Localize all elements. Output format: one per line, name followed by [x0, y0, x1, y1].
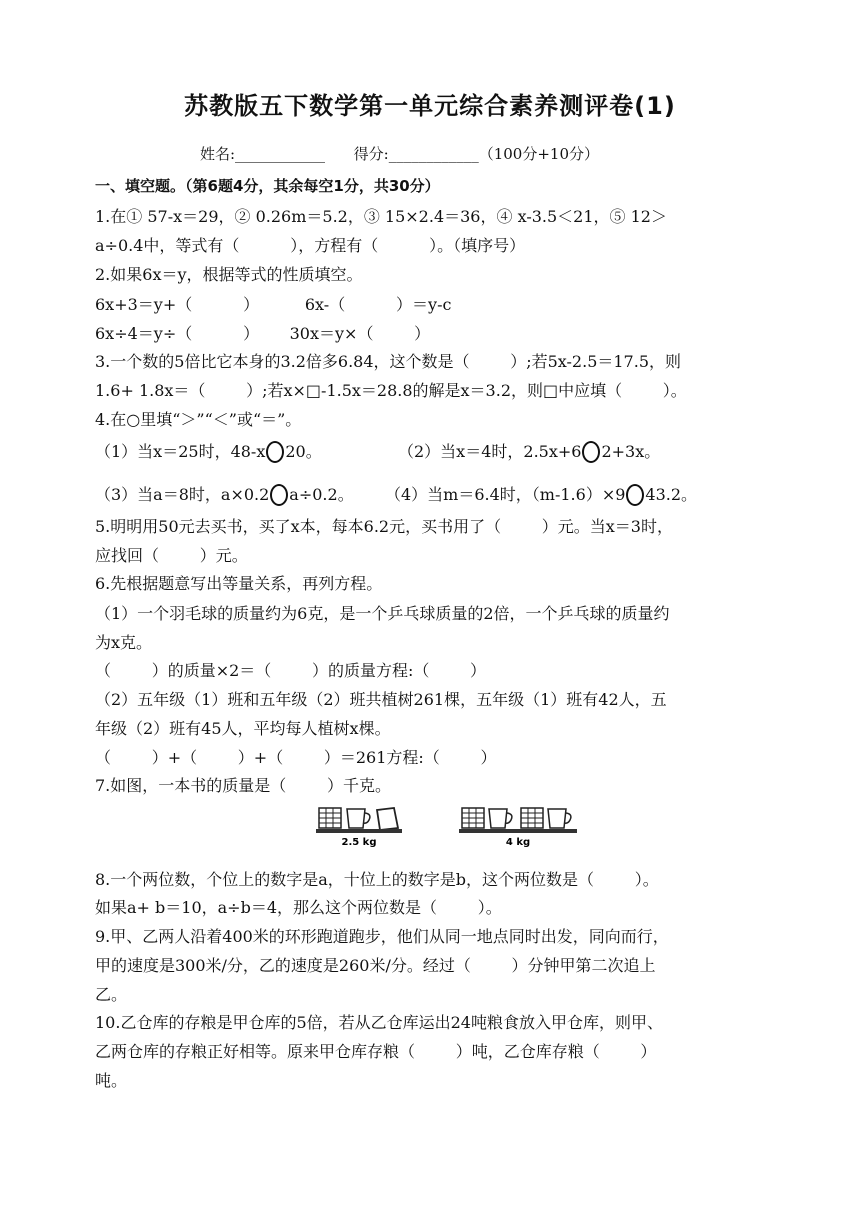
q5-line-1: 5.明明用50元去买书，买了x本，每本6.2元，买书用了（ ）元。当x＝3时， — [95, 517, 673, 536]
q10-line-2: 乙两仓库的存粮正好相等。原来甲仓库存粮（ ）吨，乙仓库存粮（ ） — [95, 1042, 657, 1061]
q6-line-4: （ ）的质量×2＝（ ）的质量方程:（ ） — [95, 661, 487, 680]
compare-circle — [626, 484, 644, 506]
q4-p3-left: （3）当a＝8时，a×0.2 — [95, 485, 270, 504]
q4-p1-left: （1）当x＝25时，48-x — [95, 442, 266, 461]
page-title: 苏教版五下数学第一单元综合素养测评卷(1) — [184, 92, 676, 120]
q1-line-1: 1.在① 57-x＝29，② 0.26m＝5.2，③ 15×2.4＝36，④ x-3.5＜21，⑤ 12＞ — [95, 207, 667, 226]
cube-icon — [462, 808, 484, 828]
q4-p3-right: a÷0.2。 — [289, 485, 354, 504]
q6-line-6: 年级（2）班有45人，平均每人植树x棵。 — [95, 719, 391, 738]
q2-line-2: 6x+3＝y+（ ） 6x-（ ）＝y-c — [95, 295, 452, 314]
book-icon — [377, 808, 398, 830]
q4-intro: 4.在○里填“＞”“＜”或“＝”。 — [95, 410, 302, 429]
q4-p1-right: 20。 — [285, 442, 322, 461]
q6-line-2: （1）一个羽毛球的质量约为6克，是一个乒乓球质量的2倍，一个乒乓球的质量约 — [95, 604, 670, 623]
q1-line-2: a÷0.4中，等式有（ ），方程有（ ）。（填序号） — [95, 236, 526, 255]
q3-line-1: 3.一个数的5倍比它本身的3.2倍多6.84，这个数是（ ）;若5x-2.5＝17.5，则 — [95, 352, 681, 371]
q8-line-1: 8.一个两位数，个位上的数字是a，十位上的数字是b，这个两位数是（ ）。 — [95, 870, 659, 889]
q10-line-1: 10.乙仓库的存粮是甲仓库的5倍，若从乙仓库运出24吨粮食放入甲仓库，则甲、 — [95, 1013, 663, 1032]
compare-circle — [266, 441, 284, 463]
q9-line-1: 9.甲、乙两人沿着400米的环形跑道跑步，他们从同一地点同时出发，同向而行， — [95, 927, 669, 946]
q4-p4-right: 43.2。 — [645, 485, 698, 504]
q4-row-1b — [398, 441, 780, 463]
q3-line-2: 1.6+ 1.8x＝（ ）;若x×□-1.5x＝28.8的解是x＝3.2，则□中应填（ ）。 — [95, 381, 687, 400]
q8-line-2: 如果a+ b＝10，a÷b＝4，那么这个两位数是（ ）。 — [95, 898, 502, 917]
q6-line-7: （ ）+（ ）+（ ）＝261方程:（ ） — [95, 748, 497, 767]
tray-right — [459, 829, 577, 833]
q7-line: 7.如图，一本书的质量是（ ）千克。 — [95, 776, 391, 795]
q2-line-3: 6x÷4＝y÷（ ） 30x＝y×（ ） — [95, 324, 431, 343]
right-weight-label: 4 kg — [505, 837, 531, 848]
q4-p4-left: （4）当m＝6.4时，（m-1.6）×9 — [385, 485, 626, 504]
cup-icon — [347, 809, 370, 828]
q6-line-5: （2）五年级（1）班和五年级（2）班共植树261棵，五年级（1）班有42人，五 — [95, 690, 667, 709]
cup-icon — [489, 809, 512, 828]
compare-circle — [582, 441, 600, 463]
cube-icon — [521, 808, 543, 828]
section-heading: 一、填空题。（第6题4分，其余每空1分，共30分） — [95, 177, 440, 195]
q9-line-3: 乙。 — [95, 985, 128, 1004]
scale-figure — [314, 800, 584, 850]
q2-line-1: 2.如果6x＝y，根据等式的性质填空。 — [95, 265, 363, 284]
q10-line-3: 吨。 — [95, 1071, 128, 1090]
q4-row-2b — [385, 484, 780, 506]
cube-icon — [319, 808, 341, 828]
q5-line-2: 应找回（ ）元。 — [95, 546, 248, 565]
q6-line-1: 6.先根据题意写出等量关系，再列方程。 — [95, 574, 383, 593]
q4-p2-left: （2）当x＝4时，2.5x+6 — [398, 442, 582, 461]
q4-p2-right: 2+3x。 — [601, 442, 661, 461]
compare-circle — [270, 484, 288, 506]
tray-left — [316, 829, 402, 833]
q9-line-2: 甲的速度是300米/分，乙的速度是260米/分。经过（ ）分钟甲第二次追上 — [95, 956, 656, 975]
cup-icon — [548, 809, 571, 828]
student-info-line: 姓名:____________ 得分:____________（100分+10分） — [200, 145, 600, 163]
left-weight-label: 2.5 kg — [341, 837, 377, 848]
q6-line-3: 为x克。 — [95, 633, 153, 652]
